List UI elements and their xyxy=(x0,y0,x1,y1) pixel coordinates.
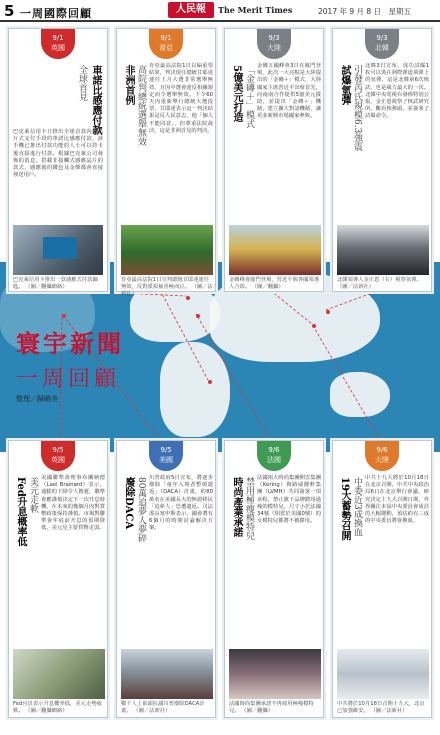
card-body-text: 北韓3日宣布，成功試爆1枚可以裝在洲際彈道飛彈上的氫彈，這是北韓第6次核試，也是威力最大的一次。北韓中央電視台發佈特別公報，金正恩視察了核武研究所，觀看核彈頭，並簽署了試爆命令。 xyxy=(365,63,429,120)
card-body-text: 美國聯準會理事布蘭納德（Lael Brainard）表示，通膨的下降令人擔憂，聯準會應謹慎決定下一次升息時機，在未來的幾個月內對貨幣政策保持謹慎。市場對聯準會年底前升息的預期降低，美元兌主要貨幣走弱。 xyxy=(41,475,105,532)
card-badge: 9/3 大陸 xyxy=(257,29,291,59)
card-headline: 非洲首例 xyxy=(123,65,134,105)
news-card-fashion xyxy=(224,440,324,718)
card-headline: Fed升息概率低 xyxy=(15,477,26,547)
news-card-brics xyxy=(224,28,324,292)
card-badge: 9/5 美國 xyxy=(149,441,183,471)
card-headline: 時尚產業承諾 xyxy=(231,477,242,537)
card-photo-caption: Fed官員表示升息概率低，美元走勢疲軟。 （圖／翻攝網絡） xyxy=(13,701,102,714)
card-subheadline: 中委近3成換血 xyxy=(352,477,362,537)
card-body-text: 中共十九大將於10月18日在北京召開，中共中央政治局6日在北京舉行會議，研究決定十九大召開日期，外界關注本屆中央委員會成員的大幅變動，預估約有三成的中央委員將會換血。 xyxy=(365,475,429,525)
card-headline: 5億美元打造 xyxy=(231,65,242,122)
card-badge: 9/5 英國 xyxy=(41,441,75,471)
card-subheadline: 引發芮氏規模6.3強震 xyxy=(352,65,362,152)
card-body-text: 金磚五國峰會3日在廈門登場，此次一大亮點是大陸提出的「金磚＋」模式，大陸國家主席習近平出席首先，向南南合作提供5億美元援助，並提出「金磚＋」機制，建立擴大對話機制，讓更多新興市場國家參與。 xyxy=(257,63,321,120)
card-subheadline: 美元走軟 xyxy=(28,477,38,513)
card-subheadline: 高院判總統選舉無效 xyxy=(136,65,146,146)
feature-subtitle: 一周回顧 xyxy=(16,367,121,392)
card-photo-runway xyxy=(229,649,321,699)
card-headline: 廢除DACA xyxy=(123,477,134,530)
card-badge: 9/6 法國 xyxy=(257,441,291,471)
news-card-fed-rates xyxy=(8,440,108,718)
card-headline: 車諾比感應付款 xyxy=(90,65,101,135)
credit-card-icon xyxy=(43,237,77,259)
card-photo-caption: 數千人上街頭抗議川普廢除DACA計畫。 （圖／法新社） xyxy=(121,701,205,714)
card-photo-daca-protest xyxy=(121,649,213,699)
card-headline: 19大蓄勢召開 xyxy=(339,477,350,541)
card-photo-caption: 北韓領導人金正恩（右）視察氫彈。 （圖／法新社） xyxy=(337,277,422,290)
card-badge: 9/1 英國 xyxy=(41,29,75,59)
feature-editor: 整理／歸曉美 xyxy=(16,395,58,403)
issue-date: 2017 年 9 月 8 日 星期五 xyxy=(318,7,412,16)
news-card-19th-congress xyxy=(332,440,432,718)
newspaper-logo: 人民報 xyxy=(168,2,214,18)
card-photo-north-korea xyxy=(337,225,429,275)
card-photo-kenya xyxy=(121,225,213,275)
card-photo-dollars xyxy=(13,649,105,699)
card-body-text: 巴克萊信用卡日推出全球首款內建晶片式支付手段的車諾比感應付款，該手機已推出付款功能的人士可以持卡後直接進行付款。根據巴克萊公司發佈的消息，搭載非接觸式感應晶片的款式，感應後的錢包及金額都會直接發送用戶。 xyxy=(13,129,103,179)
card-photo-caption: 巴克萊信用卡推出一款感應式付款鑰匙。 （圖／翻攝網絡） xyxy=(13,277,98,290)
feature-title: 寰宇新聞 xyxy=(16,329,124,358)
card-headline: 試爆氫彈 xyxy=(339,65,350,105)
card-photo-caption: 法國時尚集團承諾不再雇用極瘦模特兒。 （圖／翻攝） xyxy=(229,701,314,714)
card-badge: 9/1 青亞 xyxy=(149,29,183,59)
card-body-text: 肯亞最高法院1日以偏重票結果，判決現任總統甘耶達連任上月大選非常選舉無效，且因中選會違反相關規定而令選舉無效。下令60天內重新舉行總統大選投票，甘耶達表示這一判決結果是反人民意志，他「個人不能同意」，但尊重法院裁決，這是非洲首見的判決。 xyxy=(149,63,213,134)
card-photo-caption: 中共將於10月18日召開十九大，北京已加強維安。 （圖／法新社） xyxy=(337,701,425,714)
news-card-north-korea xyxy=(332,28,432,292)
card-photo-caption: 肯亞最高法院1日宣判總統甘耶達連任無效，反對派領袖喜極而泣。 （圖／法新社） xyxy=(121,277,213,297)
card-badge: 9/6 大陸 xyxy=(365,441,399,471)
card-photo-caption: 金磚峰會廈門登場，習近平與各國領導人合影。 （圖／翻攝） xyxy=(229,277,320,290)
news-card-kenya-election xyxy=(116,28,216,297)
newspaper-logo-en: The Merit Times xyxy=(218,5,293,15)
news-card-daca xyxy=(116,440,216,718)
card-badge: 9/3 北韓 xyxy=(365,29,399,59)
card-photo-security xyxy=(337,649,429,699)
page-number: 5 xyxy=(4,2,15,20)
section-title: 一周國際回顧 xyxy=(20,7,92,20)
card-subheadline: 「金磚＋」模式 xyxy=(244,65,254,128)
card-subheadline: 禁用極瘦模特兒 xyxy=(244,477,254,540)
card-subheadline: 80萬追夢人夢碎 xyxy=(136,477,146,543)
card-body-text: 川普政府5日宣布，將逐步廢除「童年入境者暫緩遣返」（DACA）計畫，約80萬名在美國長大的無證移民「追夢人」恐遭遣返。司法部長塞申斯表示，國會將有6個月的時間討論解決方案。 xyxy=(149,475,213,532)
card-subheadline: 全球首見 xyxy=(77,65,87,101)
card-photo-payment xyxy=(13,225,103,275)
news-card-uk-payment xyxy=(8,28,108,292)
card-body-text: 法國兩大時尚集團開雲集團（Kering）與路威酩軒集團（LVMH）共同簽署一項章程，禁止旗下品牌聘用過瘦的模特兒，尺寸小於法國34號（相當於美國0號）的女模特兒都將不被錄用。 xyxy=(257,475,321,525)
card-photo-brics xyxy=(229,225,321,275)
